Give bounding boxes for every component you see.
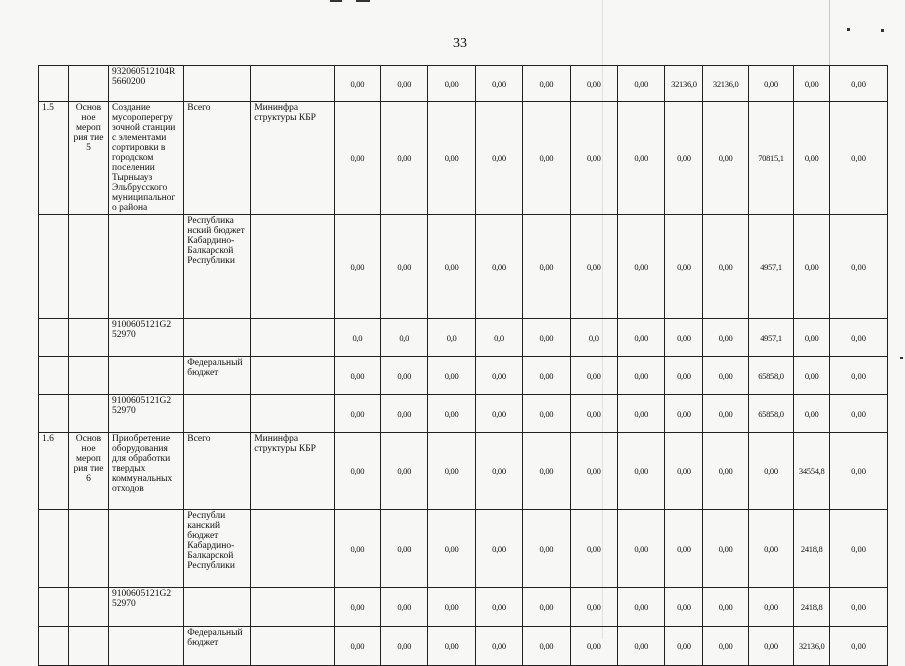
value-cell: 0,00 (617, 433, 664, 510)
value-cell: 0,00 (748, 588, 793, 627)
table-row (39, 102, 888, 215)
value-cell: 0,00 (381, 588, 428, 627)
value-cell: 0,00 (703, 588, 748, 627)
value-cell: 0,00 (523, 588, 570, 627)
value-cell: 0,00 (703, 357, 748, 395)
value-cell: 0,00 (381, 395, 428, 433)
value-cell: 0,00 (570, 215, 617, 319)
final-value-cell: 0,00 (830, 357, 888, 395)
value-cell: 0,00 (523, 215, 570, 319)
event-type-cell (68, 357, 108, 395)
row-number-cell: 1.6 (39, 433, 69, 510)
value-cell: 0,00 (334, 395, 380, 433)
funding-source-cell (184, 319, 251, 357)
value-cell: 0,00 (570, 433, 617, 510)
value-cell: 0,00 (570, 627, 617, 666)
value-cell: 0,0 (475, 319, 522, 357)
value-cell: 0,00 (523, 357, 570, 395)
event-name-cell: Создание мусороперегру зочной станции с элементами сортировки в городском поселении Тырныауз Эльбрусского муниципальног о района (109, 102, 184, 215)
scan-speck (900, 357, 903, 359)
value-cell: 0,00 (334, 588, 380, 627)
table-row (39, 588, 888, 627)
value-cell: 0,00 (428, 395, 475, 433)
funding-source-cell: Всего (184, 433, 251, 510)
value-cell: 0,00 (334, 627, 380, 666)
final-value-cell: 0,00 (830, 215, 888, 319)
value-cell: 0,00 (523, 510, 570, 588)
value-cell: 0,00 (475, 627, 522, 666)
value-cell: 32136,0 (665, 66, 703, 102)
executor-cell (251, 319, 334, 357)
row-number-cell (39, 66, 69, 102)
value-cell: 0,00 (703, 433, 748, 510)
value-cell: 0,00 (570, 395, 617, 433)
row-number-cell (39, 627, 69, 666)
value-cell: 0,00 (748, 627, 793, 666)
row-number-cell (39, 510, 69, 588)
funding-source-cell: Всего (184, 102, 251, 215)
table-body (39, 66, 888, 666)
value-cell: 0,00 (794, 215, 830, 319)
value-cell: 0,00 (617, 215, 664, 319)
value-cell: 0,00 (381, 357, 428, 395)
value-cell: 0,00 (665, 588, 703, 627)
value-cell: 0,00 (665, 102, 703, 215)
value-cell: 0,00 (475, 510, 522, 588)
value-cell: 4957,1 (748, 215, 793, 319)
value-cell: 0,00 (794, 102, 830, 215)
table-row (39, 627, 888, 666)
executor-cell (251, 627, 334, 666)
value-cell: 4957,1 (748, 319, 793, 357)
final-value-cell: 0,00 (830, 102, 888, 215)
value-cell: 0,00 (334, 510, 380, 588)
event-name-cell: 9100605121G2 52970 (109, 395, 184, 433)
value-cell: 65858,0 (748, 395, 793, 433)
funding-source-cell: Федеральный бюджет (184, 357, 251, 395)
value-cell: 0,00 (570, 357, 617, 395)
value-cell: 0,00 (703, 510, 748, 588)
value-cell: 0,00 (570, 66, 617, 102)
executor-cell: Мининфра структуры КБР (251, 102, 334, 215)
value-cell: 0,00 (665, 215, 703, 319)
value-cell: 0,00 (617, 319, 664, 357)
value-cell: 0,00 (475, 66, 522, 102)
value-cell: 0,00 (381, 66, 428, 102)
final-value-cell: 0,00 (830, 627, 888, 666)
value-cell: 0,00 (794, 395, 830, 433)
value-cell: 0,00 (703, 319, 748, 357)
value-cell: 0,00 (617, 102, 664, 215)
value-cell: 0,00 (381, 102, 428, 215)
value-cell: 65858,0 (748, 357, 793, 395)
value-cell: 70815,1 (748, 102, 793, 215)
event-type-cell (68, 588, 108, 627)
row-number-cell (39, 357, 69, 395)
value-cell: 0,00 (617, 627, 664, 666)
value-cell: 0,00 (570, 510, 617, 588)
value-cell: 0,0 (381, 319, 428, 357)
table-row (39, 395, 888, 433)
event-type-cell (68, 66, 108, 102)
row-number-cell (39, 588, 69, 627)
value-cell: 0,00 (381, 433, 428, 510)
value-cell: 0,00 (665, 627, 703, 666)
final-value-cell: 0,00 (830, 433, 888, 510)
funding-source-cell: Федеральный бюджет (184, 627, 251, 666)
value-cell: 0,00 (665, 357, 703, 395)
table-row (39, 510, 888, 588)
value-cell: 0,00 (703, 395, 748, 433)
value-cell: 0,00 (665, 433, 703, 510)
event-type-cell: Основ ное мероп рия тие 5 (68, 102, 108, 215)
executor-cell: Мининфра структуры КБР (251, 433, 334, 510)
row-number-cell (39, 395, 69, 433)
value-cell: 0,00 (523, 395, 570, 433)
value-cell: 0,00 (665, 319, 703, 357)
event-name-cell (109, 510, 184, 588)
value-cell: 32136,0 (703, 66, 748, 102)
row-number-cell: 1.5 (39, 102, 69, 215)
value-cell: 0,00 (428, 588, 475, 627)
table-row (39, 215, 888, 319)
event-type-cell (68, 395, 108, 433)
value-cell: 0,00 (794, 66, 830, 102)
final-value-cell: 0,00 (830, 395, 888, 433)
value-cell: 0,00 (475, 215, 522, 319)
value-cell: 0,00 (334, 66, 380, 102)
row-number-cell (39, 319, 69, 357)
scan-speck (847, 28, 850, 31)
value-cell: 0,00 (665, 510, 703, 588)
table-row (39, 357, 888, 395)
event-name-cell: 932060512104R 5660200 (109, 66, 184, 102)
event-type-cell (68, 319, 108, 357)
value-cell: 0,00 (665, 395, 703, 433)
value-cell: 0,00 (794, 357, 830, 395)
page-number: 33 (453, 36, 467, 51)
value-cell: 0,00 (794, 319, 830, 357)
table-row (39, 66, 888, 102)
value-cell: 0,00 (570, 102, 617, 215)
value-cell: 0,00 (381, 510, 428, 588)
value-cell: 0,0 (428, 319, 475, 357)
value-cell: 0,00 (334, 215, 380, 319)
scan-speck (881, 29, 884, 32)
event-type-cell: Основ ное мероп рия тие 6 (68, 433, 108, 510)
value-cell: 0,00 (570, 588, 617, 627)
value-cell: 0,00 (475, 395, 522, 433)
executor-cell (251, 215, 334, 319)
value-cell: 0,00 (523, 66, 570, 102)
final-value-cell: 0,00 (830, 66, 888, 102)
row-number-cell (39, 215, 69, 319)
scan-artifact (330, 0, 342, 2)
scan-artifact (356, 0, 370, 2)
value-cell: 0,00 (475, 588, 522, 627)
value-cell: 32136,0 (794, 627, 830, 666)
final-value-cell: 0,00 (830, 319, 888, 357)
value-cell: 0,00 (475, 433, 522, 510)
value-cell: 0,00 (523, 627, 570, 666)
executor-cell (251, 66, 334, 102)
event-type-cell (68, 510, 108, 588)
value-cell: 0,00 (428, 357, 475, 395)
table-row (39, 319, 888, 357)
value-cell: 0,00 (523, 433, 570, 510)
value-cell: 0,00 (523, 102, 570, 215)
executor-cell (251, 510, 334, 588)
event-name-cell: Приобретение оборудования для обработки твердых коммунальных отходов (109, 433, 184, 510)
value-cell: 0,00 (381, 215, 428, 319)
executor-cell (251, 588, 334, 627)
value-cell: 0,00 (617, 395, 664, 433)
event-name-cell: 9100605121G2 52970 (109, 588, 184, 627)
value-cell: 0,00 (475, 102, 522, 215)
value-cell: 0,00 (617, 357, 664, 395)
value-cell: 0,00 (703, 627, 748, 666)
value-cell: 0,00 (428, 102, 475, 215)
value-cell: 0,00 (617, 66, 664, 102)
funding-source-cell (184, 395, 251, 433)
value-cell: 0,00 (428, 215, 475, 319)
value-cell: 0,00 (428, 627, 475, 666)
value-cell: 0,00 (748, 510, 793, 588)
value-cell: 0,00 (703, 102, 748, 215)
value-cell: 2418,8 (794, 510, 830, 588)
value-cell: 0,00 (428, 510, 475, 588)
event-type-cell (68, 627, 108, 666)
value-cell: 0,00 (381, 627, 428, 666)
value-cell: 0,00 (428, 433, 475, 510)
funding-source-cell: Республика нский бюджет Кабардино-Балкарской Республики (184, 215, 251, 319)
budget-table (38, 65, 888, 666)
event-name-cell: 9100605121G2 52970 (109, 319, 184, 357)
value-cell: 34554,8 (794, 433, 830, 510)
value-cell: 0,00 (334, 357, 380, 395)
value-cell: 0,0 (570, 319, 617, 357)
executor-cell (251, 357, 334, 395)
table-row (39, 433, 888, 510)
event-type-cell (68, 215, 108, 319)
value-cell: 0,00 (475, 357, 522, 395)
funding-source-cell (184, 588, 251, 627)
executor-cell (251, 395, 334, 433)
value-cell: 0,00 (617, 510, 664, 588)
value-cell: 0,00 (748, 433, 793, 510)
event-name-cell (109, 627, 184, 666)
funding-source-cell: Республи канский бюджет Кабардино-Балкарской Республики (184, 510, 251, 588)
value-cell: 0,00 (703, 215, 748, 319)
value-cell: 0,00 (334, 102, 380, 215)
funding-source-cell (184, 66, 251, 102)
event-name-cell (109, 357, 184, 395)
value-cell: 2418,8 (794, 588, 830, 627)
value-cell: 0,00 (428, 66, 475, 102)
value-cell: 0,00 (617, 588, 664, 627)
event-name-cell (109, 215, 184, 319)
value-cell: 0,00 (748, 66, 793, 102)
final-value-cell: 0,00 (830, 588, 888, 627)
value-cell: 0,00 (523, 319, 570, 357)
final-value-cell: 0,00 (830, 510, 888, 588)
value-cell: 0,0 (334, 319, 380, 357)
value-cell: 0,00 (334, 433, 380, 510)
